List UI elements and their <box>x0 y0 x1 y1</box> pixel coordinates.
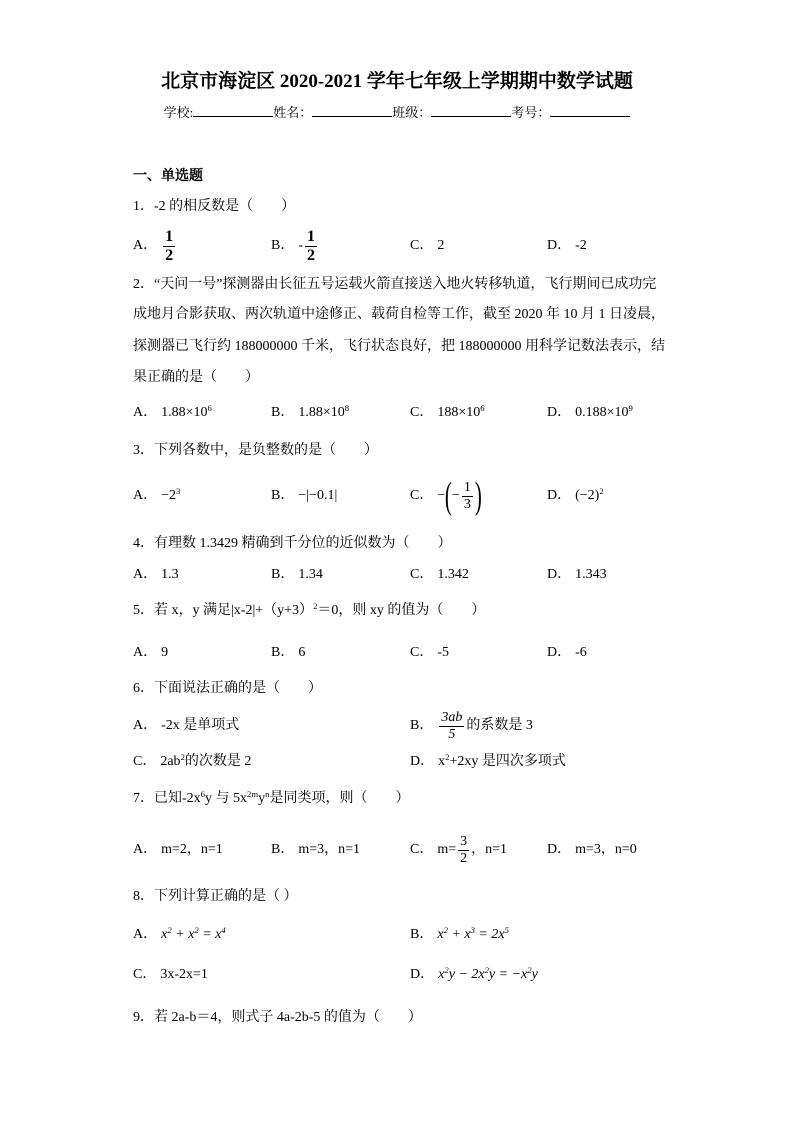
option-label: C． <box>410 405 434 420</box>
stem-text: 7．已知-2x <box>133 791 201 806</box>
math-text: x <box>438 967 445 982</box>
stem-text: 5．若 x，y 满足|x-2|+（y+3） <box>133 603 314 618</box>
exponent: 2 <box>527 965 532 976</box>
option-label: C． <box>410 567 434 582</box>
option-label: A． <box>133 842 158 857</box>
math-text: x <box>161 927 168 942</box>
option-7b <box>271 830 360 870</box>
option-text: 1.343 <box>575 567 607 582</box>
exponent: 2 <box>599 486 604 497</box>
math-text: 1.88×10 <box>161 405 208 420</box>
stem-text: y 与 5x <box>205 791 248 806</box>
exponent: 2 <box>443 925 448 936</box>
exponent: 2m <box>247 789 259 800</box>
math-text: = 2x <box>474 927 505 942</box>
question-1-stem: 1．-2 的相反数是（ ） <box>133 199 296 214</box>
question-6-stem: 6．下面说法正确的是（ ） <box>133 681 322 696</box>
option-3b <box>271 476 337 516</box>
option-text: m=2，n=1 <box>161 842 223 857</box>
option-math <box>161 925 226 945</box>
math-text: (−2) <box>575 488 600 503</box>
option-8b <box>410 925 509 945</box>
option-math <box>298 403 349 423</box>
option-text: -5 <box>437 645 450 660</box>
option-text: −|−0.1| <box>298 488 338 503</box>
exponent: n <box>265 789 270 800</box>
option-math <box>437 403 484 423</box>
option-label: A． <box>133 567 158 582</box>
option-2b <box>271 403 349 423</box>
math-text: + x <box>171 927 195 942</box>
option-text: -2 <box>575 238 587 253</box>
school-label: 学校: <box>163 105 194 120</box>
option-label: B． <box>271 488 295 503</box>
math-text: −2 <box>161 488 177 503</box>
minus-sign: − <box>451 488 460 503</box>
school-blank <box>193 103 273 117</box>
math-text: + x <box>447 927 471 942</box>
exponent: 2 <box>180 752 185 763</box>
numerator: 3ab <box>441 709 463 725</box>
exponent: 2 <box>445 752 450 763</box>
option-math <box>161 486 180 506</box>
option-4d <box>547 565 607 585</box>
exponent: 2 <box>484 965 489 976</box>
option-label: D． <box>547 645 572 660</box>
numerator: 3 <box>460 833 468 849</box>
right-parenthesis: ) <box>474 475 482 517</box>
section-title: 一、单选题 <box>133 169 203 184</box>
exponent: 5 <box>504 925 509 936</box>
math-text: 1.88×10 <box>298 405 345 420</box>
fraction <box>462 480 473 513</box>
exam-number-blank <box>550 103 630 117</box>
option-1c <box>410 226 444 266</box>
fraction <box>163 228 175 265</box>
option-5b <box>271 643 305 663</box>
denominator: 3 <box>463 496 471 512</box>
exponent: 8 <box>344 403 350 414</box>
numerator: 1 <box>307 227 316 245</box>
exponent: 4 <box>221 925 226 936</box>
option-label: B． <box>271 405 295 420</box>
option-6b <box>410 706 533 746</box>
stem-text: y <box>258 791 266 806</box>
option-label: D． <box>410 967 435 982</box>
option-1d <box>547 226 587 266</box>
denominator: 5 <box>448 726 456 742</box>
option-label: B． <box>271 238 295 253</box>
option-label: D． <box>547 238 572 253</box>
option-5d <box>547 643 587 663</box>
option-text: m=3，n=0 <box>575 842 637 857</box>
question-2-stem-line: 2．“天问一号”探测器由长征五号运载火箭直接送入地火转移轨道，飞行期间已成功完 <box>133 277 657 292</box>
option-4a <box>133 565 179 585</box>
question-2-stem-line: 果正确的是（ ） <box>133 370 259 385</box>
option-text: +2xy 是四次多项式 <box>449 754 566 769</box>
option-label: D． <box>547 567 572 582</box>
option-label: B． <box>271 842 295 857</box>
option-3c <box>410 476 481 516</box>
option-text: ，n=1 <box>471 842 508 857</box>
exponent: 2 <box>167 925 172 936</box>
option-label: A． <box>133 238 158 253</box>
option-5c <box>410 643 449 663</box>
option-text: 2 <box>437 238 445 253</box>
class-blank <box>431 103 511 117</box>
student-info-line <box>0 103 794 123</box>
option-text: 1.3 <box>161 567 179 582</box>
math-text: 0.188×10 <box>575 405 629 420</box>
fraction <box>305 228 317 265</box>
option-math <box>575 486 604 506</box>
option-label: D． <box>547 488 572 503</box>
option-label: D． <box>547 405 572 420</box>
option-label: A． <box>133 718 158 733</box>
option-7d <box>547 830 637 870</box>
option-label: B． <box>410 718 434 733</box>
option-label: B． <box>410 927 434 942</box>
exponent: 9 <box>628 403 633 414</box>
option-3a <box>133 476 180 516</box>
option-text: 6 <box>298 645 306 660</box>
question-4-stem: 4．有理数 1.3429 精确到千分位的近似数为（ ） <box>133 536 452 551</box>
math-text: 188×10 <box>437 405 481 420</box>
option-math <box>438 752 566 772</box>
option-text: 的次数是 2 <box>184 754 252 769</box>
numerator: 1 <box>165 227 174 245</box>
option-label: C． <box>133 754 157 769</box>
denominator: 2 <box>165 246 174 264</box>
option-label: A． <box>133 488 158 503</box>
math-text: x <box>437 927 444 942</box>
option-7c <box>410 830 507 870</box>
denominator: 2 <box>307 246 316 264</box>
option-8a <box>133 925 226 945</box>
exponent: 2 <box>444 965 449 976</box>
question-2-stem-line: 成地月合影获取、两次轨道中途修正、载荷自检等工作，截至 2020 年 10 月 1 日凌晨， <box>133 307 665 322</box>
question-3-stem: 3．下列各数中，是负整数的是（ ） <box>133 443 378 458</box>
option-math <box>161 403 212 423</box>
option-label: D． <box>547 842 572 857</box>
math-text: = x <box>198 927 222 942</box>
option-math <box>438 965 538 985</box>
option-label: C． <box>410 842 434 857</box>
option-8d <box>410 965 538 985</box>
option-8c <box>133 965 208 985</box>
exponent: 2 <box>313 601 318 612</box>
question-7-stem <box>133 789 409 809</box>
minus-sign: − <box>437 488 446 503</box>
exponent: 3 <box>470 925 475 936</box>
option-label: B． <box>271 567 295 582</box>
question-5-stem <box>133 601 485 621</box>
option-6a <box>133 706 239 746</box>
exponent: 2 <box>194 925 199 936</box>
exponent: 3 <box>176 486 181 497</box>
option-2d <box>547 403 633 423</box>
option-6c <box>133 752 251 772</box>
option-7a <box>133 830 223 870</box>
numerator: 1 <box>463 479 471 495</box>
page-title: 北京市海淀区 2020-2021 学年七年级上学期期中数学试题 <box>161 71 633 92</box>
option-text: 的系数是 3 <box>466 718 533 733</box>
option-label: C． <box>410 488 434 503</box>
option-4c <box>410 565 469 585</box>
option-label: A． <box>133 927 158 942</box>
exponent: 6 <box>200 789 206 800</box>
math-text: 2ab <box>160 754 181 769</box>
exam-number-label: 考号： <box>511 105 551 120</box>
option-2a <box>133 403 212 423</box>
fraction <box>439 710 464 743</box>
option-1a <box>133 226 177 266</box>
option-text: 3x-2x=1 <box>160 967 208 982</box>
name-blank <box>312 103 392 117</box>
question-8-stem: 8．下列计算正确的是（ ） <box>133 889 298 904</box>
question-9-stem: 9．若 2a-b＝4，则式子 4a-2b-5 的值为（ ） <box>133 1010 422 1025</box>
exponent: 6 <box>480 403 485 414</box>
option-text: m= <box>437 842 457 857</box>
option-label: C． <box>410 238 434 253</box>
option-math <box>437 925 509 945</box>
option-text: -2x 是单项式 <box>161 718 240 733</box>
option-label: D． <box>410 754 435 769</box>
option-5a <box>133 643 168 663</box>
option-3d <box>547 476 604 516</box>
math-text: x <box>438 754 446 769</box>
option-text: -6 <box>575 645 587 660</box>
option-2c <box>410 403 485 423</box>
option-math <box>575 403 633 423</box>
option-label: C． <box>133 967 157 982</box>
math-text: y = −x <box>488 967 528 982</box>
fraction <box>458 834 469 867</box>
name-label: 姓名： <box>273 105 313 120</box>
question-2-stem-line: 探测器已飞行约 188000000 千米，飞行状态良好，把 188000000 用科学记数法表示，结 <box>133 339 665 354</box>
stem-text: 是同类项，则（ ） <box>269 791 410 806</box>
option-text: 1.34 <box>298 567 323 582</box>
stem-text: ＝0，则 xy 的值为（ ） <box>317 603 486 618</box>
option-text: m=3，n=1 <box>298 842 361 857</box>
option-label: B． <box>271 645 295 660</box>
denominator: 2 <box>460 850 468 866</box>
class-label: 班级： <box>392 105 432 120</box>
left-parenthesis: ( <box>445 475 453 517</box>
math-text: y <box>531 967 538 982</box>
option-6d <box>410 752 566 772</box>
option-text: - <box>298 238 304 253</box>
option-label: A． <box>133 405 158 420</box>
option-label: A． <box>133 645 158 660</box>
exponent: 6 <box>207 403 212 414</box>
math-text: y − 2x <box>448 967 485 982</box>
option-label: C． <box>410 645 434 660</box>
option-1b <box>271 226 319 266</box>
option-text: 1.342 <box>437 567 469 582</box>
option-text: 9 <box>161 645 169 660</box>
option-math <box>160 752 251 772</box>
option-4b <box>271 565 323 585</box>
